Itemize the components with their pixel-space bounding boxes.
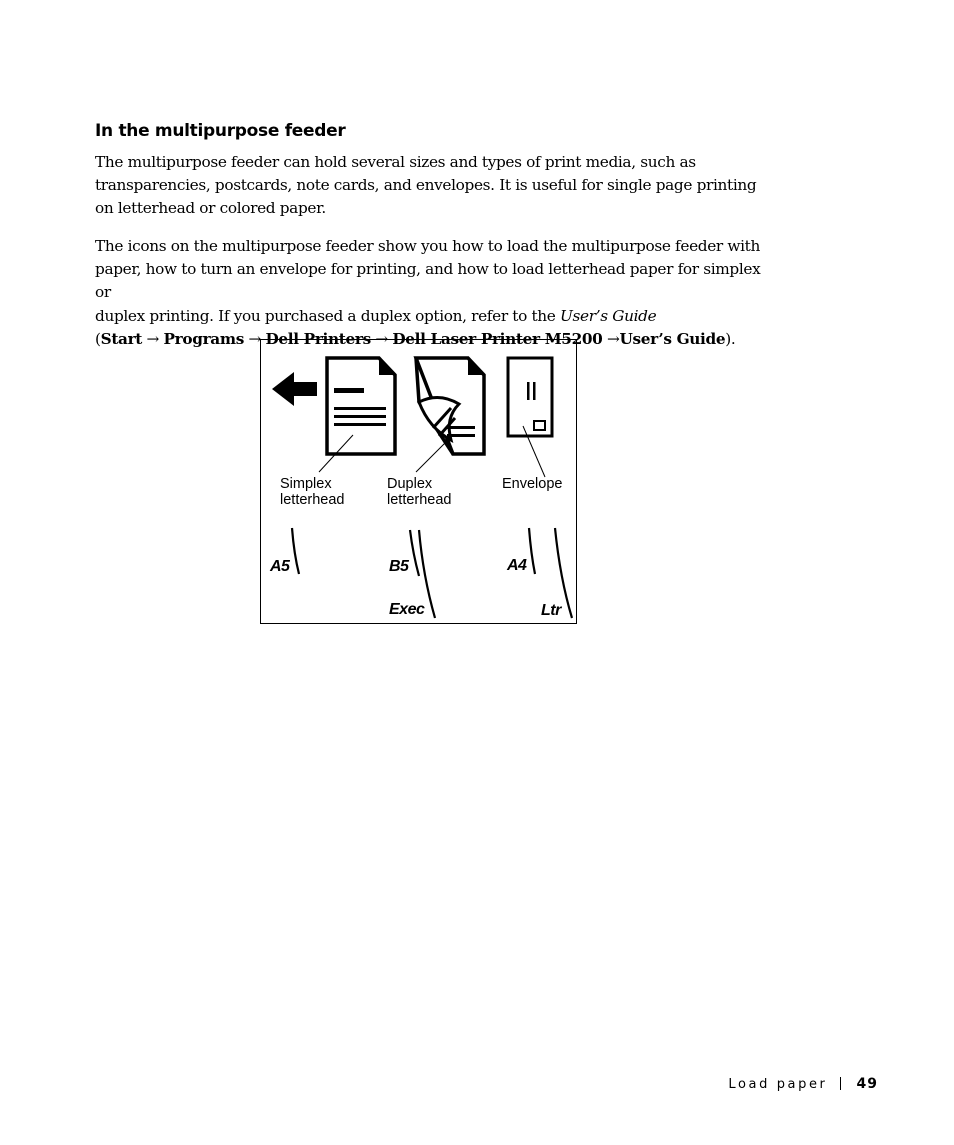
menu-users-guide: User’s Guide — [619, 329, 726, 348]
arrow-icon: → — [606, 329, 620, 348]
left-arrow-icon — [272, 372, 317, 406]
envelope-icon — [508, 358, 552, 477]
footer-divider — [840, 1077, 841, 1090]
simplex-page-icon — [319, 358, 395, 472]
envelope-label: Envelope — [502, 476, 563, 492]
duplex-letterhead-label: Duplex letterhead — [387, 476, 452, 508]
menu-programs: Programs — [163, 329, 244, 348]
users-guide-reference: User’s Guide — [559, 306, 657, 325]
size-label-exec: Exec — [389, 601, 425, 618]
simplex-letterhead-label: Simplex letterhead — [280, 476, 345, 508]
menu-path: (Start → Programs → Dell Printers → Dell Laser Printer M5200 →User’s Guide). — [95, 329, 736, 348]
b5-guide-mark — [410, 530, 419, 576]
size-label-b5: B5 — [389, 558, 409, 575]
page-number: 49 — [856, 1076, 878, 1092]
size-label-a5: A5 — [270, 558, 290, 575]
menu-dell-laser-printer: Dell Laser Printer M5200 — [392, 329, 603, 348]
menu-dell-printers: Dell Printers — [265, 329, 371, 348]
section-heading: In the multipurpose feeder — [95, 121, 346, 141]
duplex-page-icon — [416, 358, 484, 472]
feeder-icons-figure — [260, 339, 577, 624]
paragraph-feeder-description: The multipurpose feeder can hold several sizes and types of print media, such as transparencies, postcards, note cards, and envelopes. It is useful for single page printing on letterhead or colored paper. — [95, 153, 757, 218]
arrow-icon: → — [375, 329, 388, 348]
a4-guide-mark — [529, 528, 535, 574]
paragraph-line-2: paper, how to turn an envelope for printing, and how to load letterhead paper for simplex or — [95, 260, 761, 302]
page-footer — [728, 1076, 878, 1092]
arrow-icon: → — [248, 329, 261, 348]
footer-section-title: Load paper — [728, 1077, 828, 1092]
a5-guide-mark — [292, 528, 299, 574]
paragraph-line-1: The icons on the multipurpose feeder show you how to load the multipurpose feeder with — [95, 237, 760, 255]
paragraph-line-3: duplex printing. If you purchased a duplex option, refer to the — [95, 306, 560, 325]
size-label-ltr: Ltr — [541, 602, 561, 619]
paragraph-feeder-icons — [95, 235, 775, 351]
size-label-a4: A4 — [507, 557, 527, 574]
menu-start: Start — [100, 329, 143, 348]
arrow-icon: → — [146, 329, 160, 348]
